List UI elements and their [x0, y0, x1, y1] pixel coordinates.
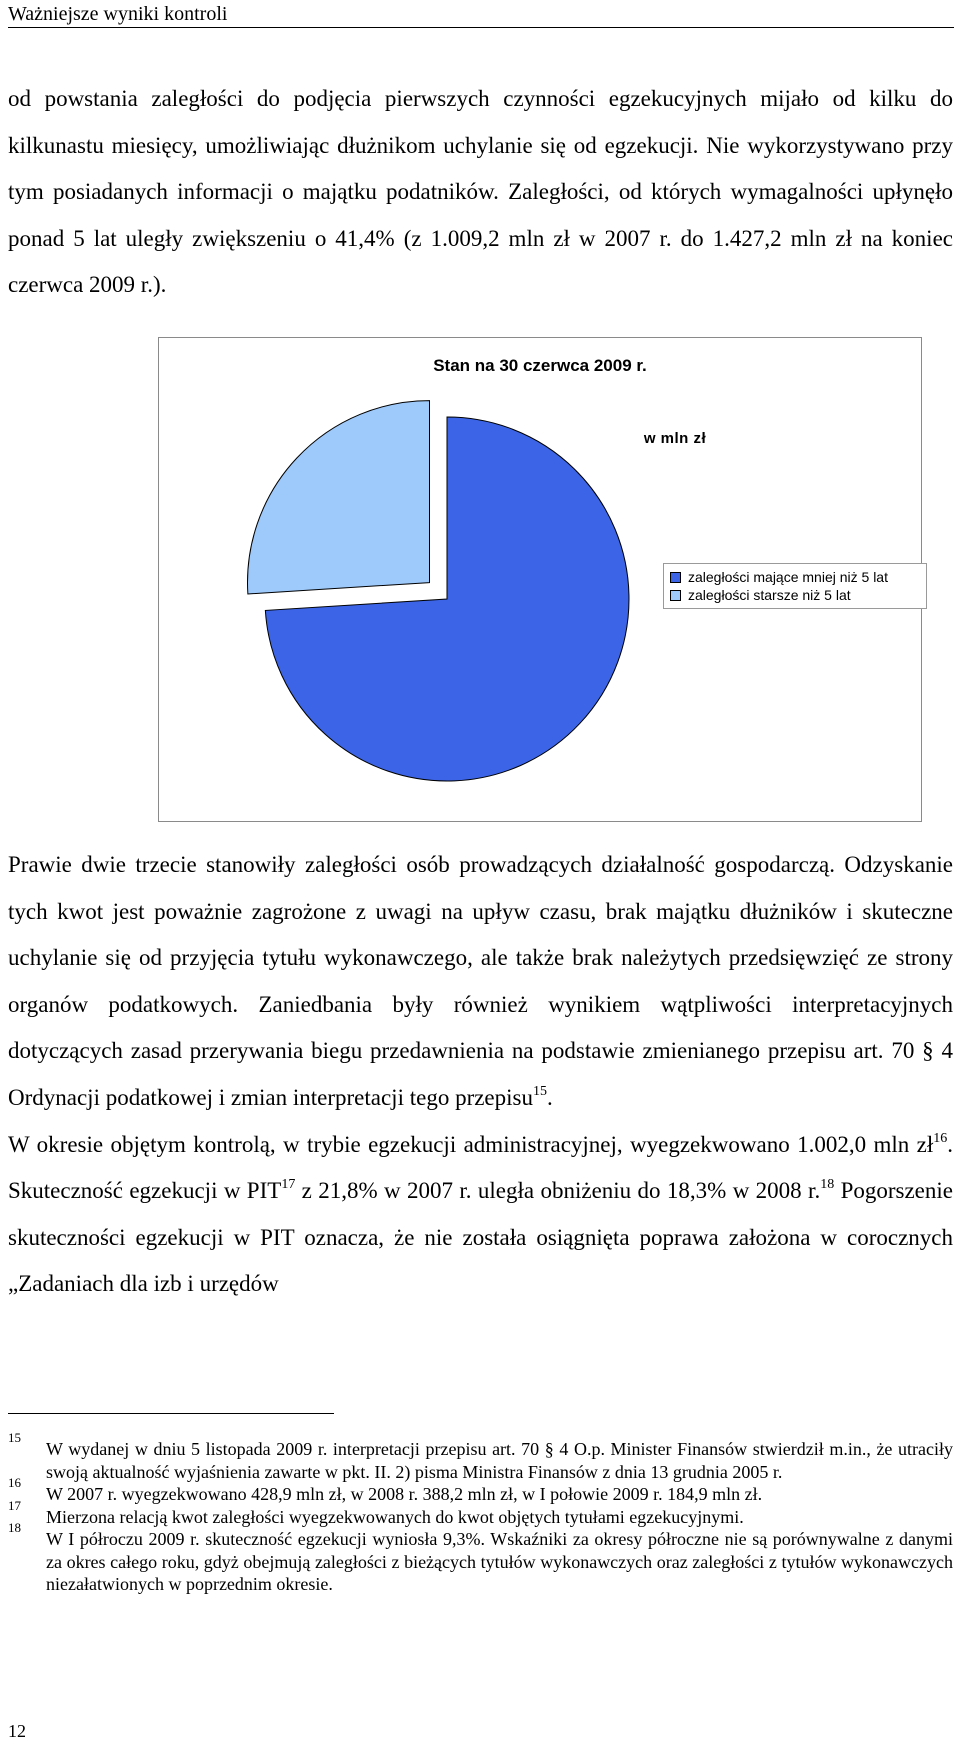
footnote-number: 16	[8, 1475, 21, 1490]
footnotes	[8, 1430, 953, 1596]
footnote-text: W I półroczu 2009 r. skuteczność egzekucji wyniosła 9,3%. Wskaźniki za okresy półroczne nie są porównywalne z danymi za okres całego roku, gdyż obejmują zaległości z bieżących tytułów wykonawczych oraz zaległości z tytułów wykonawczych niezałatwionych w poprzednim okresie.	[46, 1529, 953, 1594]
footnote-ref-17: 17	[281, 1177, 296, 1193]
footnote-number: 17	[8, 1497, 21, 1513]
footnote-18	[8, 1520, 953, 1596]
running-header	[8, 0, 954, 28]
legend-item-over-5-years	[670, 586, 922, 604]
page-number: 12	[8, 1721, 26, 1741]
legend-swatch-over-5-years	[670, 590, 681, 601]
body-paragraph-3-text-c: z 21,8% w 2007 r. uległa obniżeniu do 18,3% w 2008 r.	[295, 1178, 821, 1204]
chart-legend	[663, 563, 927, 609]
legend-item-under-5-years	[670, 568, 922, 586]
footnote-separator	[8, 1413, 334, 1414]
legend-label-over-5-years: zaległości starsze niż 5 lat	[688, 587, 851, 603]
footnote-number: 18	[8, 1520, 21, 1535]
pie-chart	[158, 337, 922, 822]
body-paragraph-3-text-d: Pogorszenie skuteczności egzekucji w PIT oznacza, że nie została osiągnięta poprawa założona w corocznych „Zadaniach dla izb i urzędów	[8, 1178, 953, 1297]
footnote-ref-16: 16	[933, 1130, 948, 1146]
footnote-15	[8, 1430, 953, 1483]
chart-unit-label: w mln zł	[643, 430, 707, 447]
footnote-ref-15: 15	[532, 1083, 547, 1099]
chart-title: Stan na 30 czerwca 2009 r.	[433, 356, 647, 375]
footnote-number: 15	[8, 1430, 21, 1445]
body-paragraph-2-end: .	[546, 1084, 553, 1110]
body-paragraph-3-text-a: W okresie objętym kontrolą, w trybie egzekucji administracyjnej, wyegzekwowano 1.002,0 mln zł	[8, 1131, 934, 1157]
legend-label-under-5-years: zaległości mające mniej niż 5 lat	[688, 569, 888, 585]
legend-swatch-under-5-years	[670, 572, 681, 583]
pie-slice-over-5-years	[248, 401, 430, 594]
footnote-16	[8, 1475, 953, 1506]
footnote-text: Mierzona relacją kwot zaległości wyegzekwowanych do kwot objętych tytułami egzekucyjnymi.	[46, 1506, 744, 1527]
footnote-17	[8, 1497, 953, 1529]
footnote-text: W wydanej w dniu 5 listopada 2009 r. interpretacji przepisu art. 70 § 4 O.p. Minister Finansów stwierdził m.in., że utraciły swoją aktualność wyjaśnienia zawarte w pkt. II. 2) pisma Ministra Finansów z dnia 13 grudnia 2005 r.	[46, 1439, 953, 1482]
body-paragraph-2	[8, 842, 953, 1308]
body-paragraph-3-text-b: . Skuteczność egzekucji w PIT	[8, 1131, 953, 1204]
running-header-title: Ważniejsze wyniki kontroli	[8, 3, 228, 25]
footnote-ref-18: 18	[820, 1177, 835, 1193]
footnote-text: W 2007 r. wyegzekwowano 428,9 mln zł, w 2008 r. 388,2 mln zł, w I połowie 2009 r. 184,9 mln zł.	[46, 1484, 763, 1504]
body-paragraph-2-text: Prawie dwie trzecie stanowiły zaległości osób prowadzących działalność gospodarczą. Odzyskanie tych kwot jest poważnie zagrożone z uwagi na upływ czasu, brak majątku dłużników i skuteczne uchylanie się od przyjęcia tytułu wykonawczego, ale także brak należytych przedsięwzięć ze strony organów podatkowych. Zaniedbania były również wynikiem wątpliwości interpretacyjnych dotyczących zasad przerywania biegu przedawnienia na podstawie zmienianego przepisu art. 70 § 4 Ordynacji podatkowej i zmian interpretacji tego przepisu	[8, 852, 953, 1110]
body-paragraph-1: od powstania zaległości do podjęcia pierwszych czynności egzekucyjnych mijało od kilku do kilkunastu miesięcy, umożliwiając dłużnikom uchylanie się od egzekucji. Nie wykorzystywano przy tym posiadanych informacji o majątku podatników. Zaległości, od których wymagalności upłynęło ponad 5 lat uległy zwiększeniu o 41,4% (z 1.009,2 mln zł w 2007 r. do 1.427,2 mln zł na koniec czerwca 2009 r.).	[8, 86, 953, 298]
